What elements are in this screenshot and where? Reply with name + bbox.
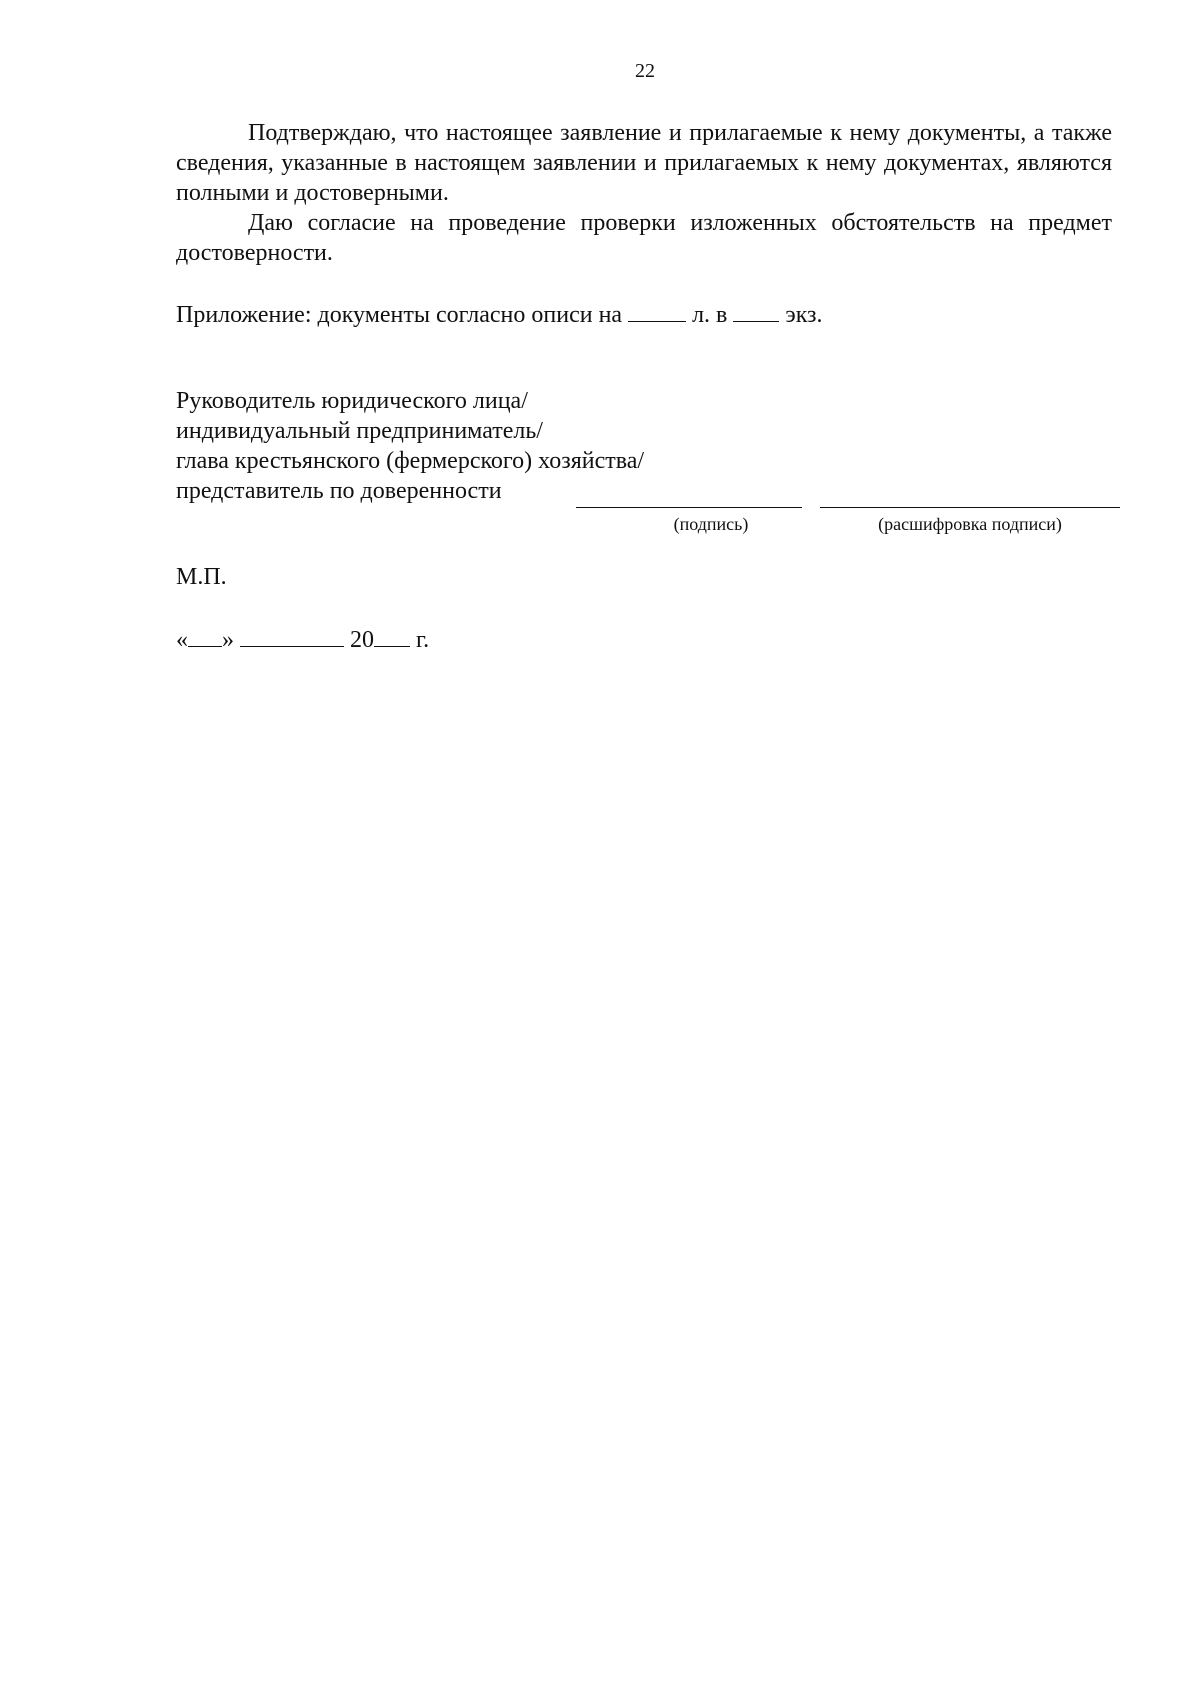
signer-line-1: Руководитель юридического лица/ bbox=[176, 388, 528, 414]
day-field[interactable] bbox=[188, 626, 222, 647]
page-number: 22 bbox=[635, 60, 655, 82]
signature-caption: (подпись) bbox=[673, 514, 749, 534]
month-field[interactable] bbox=[240, 626, 344, 647]
year-field[interactable] bbox=[374, 626, 410, 647]
year-suffix: г. bbox=[416, 627, 430, 653]
confirmation-paragraph: Подтверждаю, что настоящее заявление и прилагаемые к нему документы, а также сведения, указанные в настоящем заявлении и прилагаемых к нему документах, являются полными и достоверными. bbox=[176, 120, 1112, 206]
sheets-unit: л. в bbox=[692, 302, 728, 328]
signature-field[interactable] bbox=[576, 507, 802, 508]
date-century: 20 bbox=[350, 627, 374, 653]
signer-line-3: глава крестьянского (фермерского) хозяйства/ bbox=[176, 448, 645, 474]
copies-unit: экз. bbox=[785, 302, 823, 328]
signature-decoding-field[interactable] bbox=[820, 507, 1120, 508]
signature-decoding-caption: (расшифровка подписи) bbox=[878, 514, 1062, 534]
sheets-count-field[interactable] bbox=[628, 301, 686, 322]
copies-count-field[interactable] bbox=[733, 301, 779, 322]
attachment-prefix: Приложение: документы согласно описи на bbox=[176, 302, 623, 328]
signer-block bbox=[176, 386, 644, 506]
consent-paragraph: Даю согласие на проведение проверки изложенных обстоятельств на предмет достоверности. bbox=[176, 210, 1112, 266]
stamp-placeholder: М.П. bbox=[176, 564, 227, 590]
date-open-quote: « bbox=[176, 627, 188, 653]
date-line bbox=[176, 626, 429, 654]
signer-line-2: индивидуальный предприниматель/ bbox=[176, 418, 543, 444]
signer-line-4: представитель по доверенности bbox=[176, 478, 502, 504]
date-close-quote: » bbox=[222, 627, 234, 653]
attachment-line bbox=[176, 300, 823, 330]
